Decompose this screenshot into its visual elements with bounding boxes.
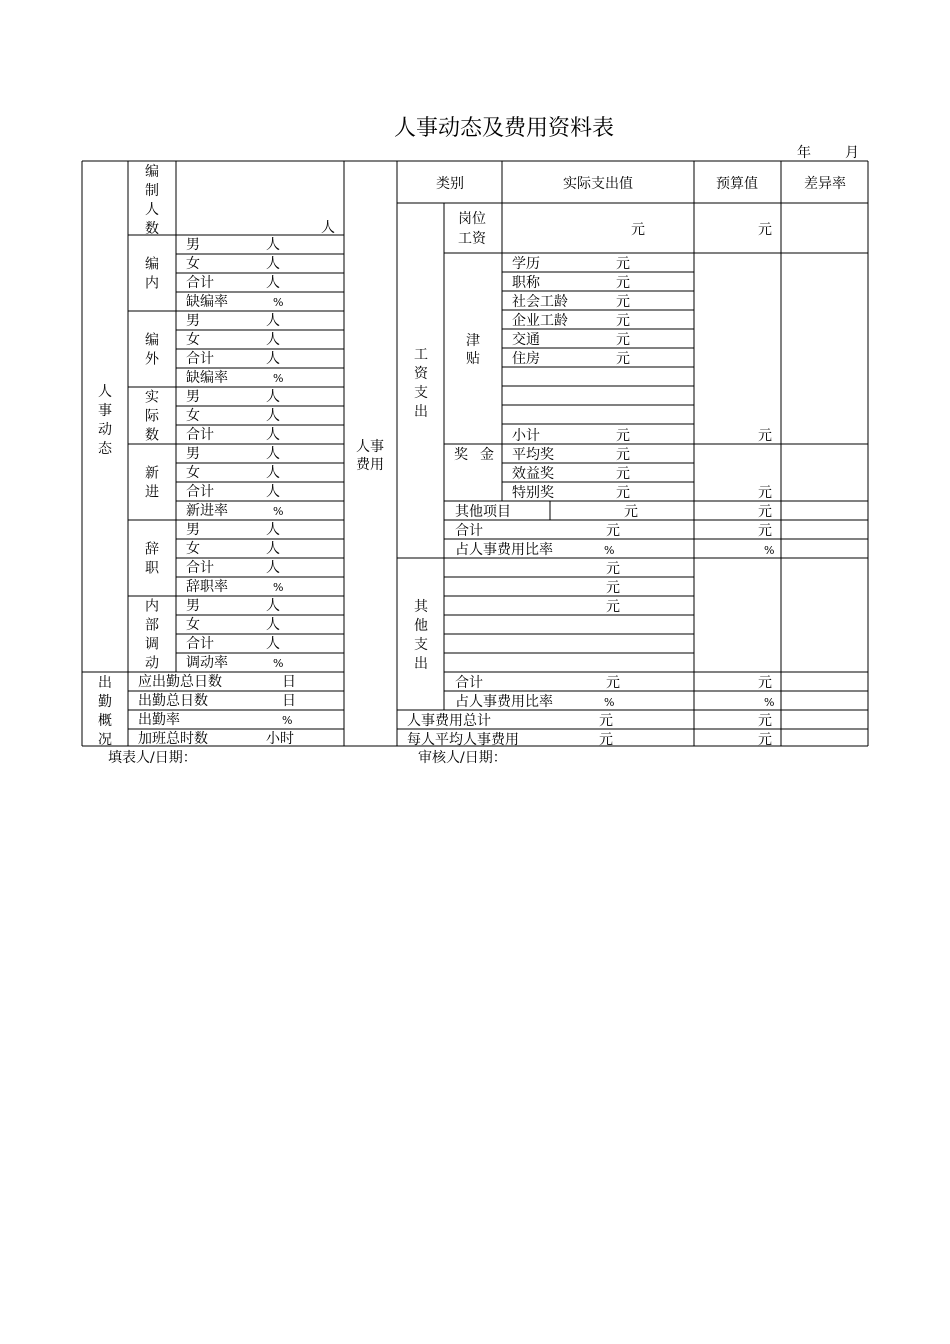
allowance-label-2: 贴 xyxy=(466,351,480,367)
header-category: 类别 xyxy=(436,176,464,192)
page-title: 人事动态及费用资料表 xyxy=(393,116,614,141)
allowance-item-unit-2: 元 xyxy=(616,294,630,310)
attendance-row-label-1: 出勤总日数 xyxy=(138,693,208,709)
allowance-subtotal-budget-unit: 元 xyxy=(758,428,772,444)
left-row-unit-5-0: 人 xyxy=(266,598,280,614)
left-row-label-3-3: 新进率 xyxy=(186,503,228,519)
bonus-item-unit-0: 元 xyxy=(616,447,630,463)
left-group-label-4: 辞 xyxy=(145,541,159,558)
allowance-item-2: 社会工龄 xyxy=(512,294,568,310)
left-row-label-0-2: 合计 xyxy=(186,275,214,291)
footer-reviewer-label: 审核人/日期： xyxy=(418,750,507,766)
left-row-label-1-3: 缺编率 xyxy=(186,370,228,386)
wage-ratio-budget-unit: % xyxy=(764,544,775,557)
left-row-unit-5-1: 人 xyxy=(266,617,280,633)
left-row-label-1-2: 合计 xyxy=(186,351,214,367)
date-year-label: 年 xyxy=(797,145,811,161)
wage-label: 支 xyxy=(414,385,428,401)
left-row-label-0-1: 女 xyxy=(186,256,200,272)
wage-label: 出 xyxy=(414,404,428,420)
allowance-item-unit-4: 元 xyxy=(616,332,630,348)
left-row-unit-4-3: % xyxy=(273,581,284,594)
wage-other-budget-unit: 元 xyxy=(758,504,772,520)
bonus-item-unit-2: 元 xyxy=(616,485,630,501)
left-row-unit-1-0: 人 xyxy=(266,313,280,329)
grand-total-unit: 元 xyxy=(599,713,613,729)
left-row-label-5-1: 女 xyxy=(186,617,200,633)
wage-other-label: 其他项目 xyxy=(455,504,511,520)
wage-ratio-label: 占人事费用比率 xyxy=(455,542,553,558)
header-variance: 差异率 xyxy=(804,176,846,192)
left-group-label-5: 调 xyxy=(145,636,159,653)
left-row-label-5-0: 男 xyxy=(186,598,200,614)
left-row-unit-5-3: % xyxy=(273,657,284,670)
date-month-label: 月 xyxy=(845,145,859,161)
wage-ratio-unit: % xyxy=(604,544,615,557)
left-row-label-3-2: 合计 xyxy=(186,484,214,500)
allowance-item-0: 学历 xyxy=(512,256,540,272)
left-group-label-1: 外 xyxy=(145,351,159,368)
wage-label: 工 xyxy=(414,347,428,363)
attendance-row-unit-2: % xyxy=(282,714,293,727)
left-group-label-1: 编 xyxy=(145,332,159,349)
left-group-label-2: 数 xyxy=(145,427,159,444)
wage-label: 资 xyxy=(414,366,428,382)
bonus-label-2: 金 xyxy=(480,447,494,463)
left-group-label-5: 部 xyxy=(145,617,159,634)
left-group-label-5: 内 xyxy=(145,598,159,615)
left-row-unit-0-3: % xyxy=(273,296,284,309)
left-row-label-2-2: 合计 xyxy=(186,427,214,443)
wage-total-budget-unit: 元 xyxy=(758,523,772,539)
other-expense-label: 其 xyxy=(414,599,428,615)
headcount-label: 数 xyxy=(145,221,159,237)
other-expense-ratio-budget-unit: % xyxy=(764,696,775,709)
left-group-label-0: 内 xyxy=(145,275,159,292)
allowance-item-3: 企业工龄 xyxy=(512,313,568,329)
left-group-label-4: 职 xyxy=(145,560,159,577)
left-row-unit-3-1: 人 xyxy=(266,465,280,481)
left-row-unit-1-3: % xyxy=(273,372,284,385)
headcount-label: 人 xyxy=(145,202,159,218)
headcount-unit: 人 xyxy=(321,220,335,236)
left-row-unit-3-3: % xyxy=(273,505,284,518)
left-row-unit-0-2: 人 xyxy=(266,275,280,291)
allowance-subtotal-label: 小计 xyxy=(512,428,540,444)
attendance-label: 出 xyxy=(98,675,112,691)
left-row-unit-3-0: 人 xyxy=(266,446,280,462)
left-row-unit-4-2: 人 xyxy=(266,560,280,576)
other-expense-total-unit: 元 xyxy=(606,675,620,691)
other-expense-ratio-unit: % xyxy=(604,696,615,709)
header-actual: 实际支出值 xyxy=(563,176,633,192)
bonus-item-2: 特别奖 xyxy=(512,485,554,501)
wage-other-unit: 元 xyxy=(624,504,638,520)
left-section-label: 人 xyxy=(98,384,112,400)
left-row-label-1-1: 女 xyxy=(186,332,200,348)
allowance-item-unit-3: 元 xyxy=(616,313,630,329)
post-wage-budget-unit: 元 xyxy=(758,222,772,238)
per-capita-unit: 元 xyxy=(599,732,613,748)
left-row-unit-2-2: 人 xyxy=(266,427,280,443)
left-row-label-4-1: 女 xyxy=(186,541,200,557)
left-row-label-5-3: 调动率 xyxy=(186,655,228,671)
left-row-unit-1-2: 人 xyxy=(266,351,280,367)
left-group-label-3: 进 xyxy=(145,484,159,501)
left-row-label-4-0: 男 xyxy=(186,522,200,538)
other-expense-unit-0: 元 xyxy=(606,561,620,577)
left-group-label-2: 实 xyxy=(145,389,159,406)
bonus-item-0: 平均奖 xyxy=(512,447,554,463)
other-expense-total-budget-unit: 元 xyxy=(758,675,772,691)
post-wage-label-1: 岗位 xyxy=(458,211,486,227)
left-row-unit-0-1: 人 xyxy=(266,256,280,272)
left-section-label: 事 xyxy=(98,403,112,419)
left-row-label-5-2: 合计 xyxy=(186,636,214,652)
per-capita-budget-unit: 元 xyxy=(758,732,772,748)
left-row-label-0-0: 男 xyxy=(186,237,200,253)
post-wage-label-2: 工资 xyxy=(458,231,486,247)
bonus-label-1: 奖 xyxy=(454,447,468,463)
left-section-label: 态 xyxy=(98,441,112,457)
allowance-label-1: 津 xyxy=(466,333,480,349)
grand-total-budget-unit: 元 xyxy=(758,713,772,729)
left-row-unit-4-1: 人 xyxy=(266,541,280,557)
left-row-unit-2-0: 人 xyxy=(266,389,280,405)
bonus-item-1: 效益奖 xyxy=(512,466,554,482)
per-capita-label: 每人平均人事费用 xyxy=(407,732,519,748)
attendance-row-label-3: 加班总时数 xyxy=(138,731,208,747)
header-budget: 预算值 xyxy=(716,176,758,192)
left-row-unit-3-2: 人 xyxy=(266,484,280,500)
allowance-item-unit-5: 元 xyxy=(616,351,630,367)
attendance-label: 况 xyxy=(98,732,112,748)
attendance-row-unit-1: 日 xyxy=(282,693,296,709)
other-expense-label: 出 xyxy=(414,656,428,672)
allowance-item-1: 职称 xyxy=(512,275,540,291)
attendance-label: 勤 xyxy=(98,694,112,710)
left-row-label-0-3: 缺编率 xyxy=(186,294,228,310)
post-wage-actual-unit: 元 xyxy=(631,222,645,238)
left-row-label-2-1: 女 xyxy=(186,408,200,424)
left-row-unit-0-0: 人 xyxy=(266,237,280,253)
left-group-label-3: 新 xyxy=(145,465,159,482)
attendance-label: 概 xyxy=(98,713,112,729)
left-row-unit-2-1: 人 xyxy=(266,408,280,424)
allowance-item-unit-1: 元 xyxy=(616,275,630,291)
left-section-label: 动 xyxy=(98,422,112,438)
left-group-label-5: 动 xyxy=(145,655,159,672)
left-group-label-2: 际 xyxy=(145,408,159,425)
left-row-label-3-1: 女 xyxy=(186,465,200,481)
allowance-item-5: 住房 xyxy=(512,351,540,367)
footer-filler-label: 填表人/日期： xyxy=(108,750,197,766)
left-row-label-4-3: 辞职率 xyxy=(186,579,228,595)
allowance-item-4: 交通 xyxy=(512,332,540,348)
allowance-subtotal-unit: 元 xyxy=(616,428,630,444)
grand-total-label: 人事费用总计 xyxy=(407,713,491,729)
attendance-row-label-2: 出勤率 xyxy=(138,712,180,728)
left-row-label-1-0: 男 xyxy=(186,313,200,329)
other-expense-ratio-label: 占人事费用比率 xyxy=(455,694,553,710)
other-expense-unit-2: 元 xyxy=(606,599,620,615)
wage-total-unit: 元 xyxy=(606,523,620,539)
other-expense-unit-1: 元 xyxy=(606,580,620,596)
attendance-row-unit-3: 小时 xyxy=(266,731,294,747)
left-row-unit-1-1: 人 xyxy=(266,332,280,348)
other-expense-total-label: 合计 xyxy=(455,675,483,691)
other-expense-label: 支 xyxy=(414,637,428,653)
bonus-item-unit-1: 元 xyxy=(616,466,630,482)
left-row-unit-4-0: 人 xyxy=(266,522,280,538)
other-expense-label: 他 xyxy=(414,618,428,634)
left-row-label-4-2: 合计 xyxy=(186,560,214,576)
right-section-label-2: 费用 xyxy=(356,457,384,473)
left-row-unit-5-2: 人 xyxy=(266,636,280,652)
attendance-row-unit-0: 日 xyxy=(282,674,296,690)
wage-total-label: 合计 xyxy=(455,523,483,539)
right-section-label-1: 人事 xyxy=(356,439,384,455)
left-group-label-0: 编 xyxy=(145,256,159,273)
left-row-label-2-0: 男 xyxy=(186,389,200,405)
bonus-budget-unit: 元 xyxy=(758,485,772,501)
headcount-label: 制 xyxy=(145,183,159,199)
attendance-row-label-0: 应出勤总日数 xyxy=(138,674,222,690)
left-row-label-3-0: 男 xyxy=(186,446,200,462)
allowance-item-unit-0: 元 xyxy=(616,256,630,272)
headcount-label: 编 xyxy=(145,164,159,180)
